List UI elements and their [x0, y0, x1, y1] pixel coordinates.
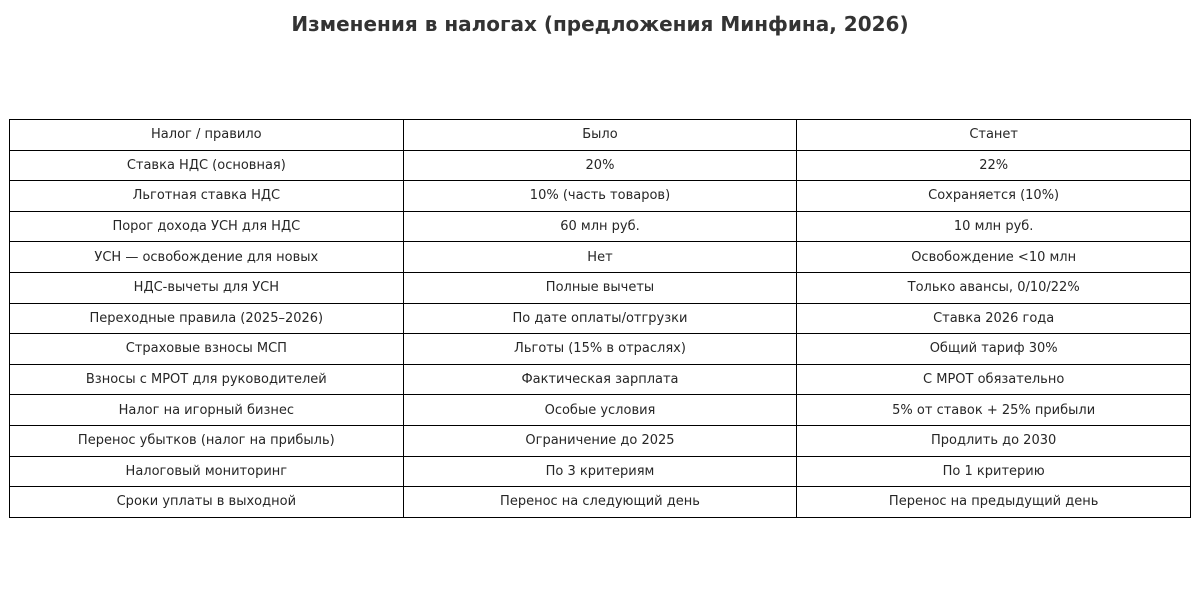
table-row: [10, 456, 1191, 487]
table-row: [10, 181, 1191, 212]
table-cell: Взносы с МРОТ для руководителей: [10, 364, 404, 395]
table-row: [10, 242, 1191, 273]
table-row: [10, 487, 1191, 518]
table-cell: По 1 критерию: [797, 456, 1191, 487]
table-row: [10, 150, 1191, 181]
table-cell: 20%: [403, 150, 797, 181]
column-header: Станет: [797, 120, 1191, 151]
table-cell: Налоговый мониторинг: [10, 456, 404, 487]
table-cell: НДС-вычеты для УСН: [10, 272, 404, 303]
table-cell: Переходные правила (2025–2026): [10, 303, 404, 334]
table-row: [10, 303, 1191, 334]
table-cell: Освобождение <10 млн: [797, 242, 1191, 273]
table-cell: Ограничение до 2025: [403, 425, 797, 456]
table-cell: Сроки уплаты в выходной: [10, 487, 404, 518]
table-row: [10, 211, 1191, 242]
table-cell: 60 млн руб.: [403, 211, 797, 242]
table-cell: 5% от ставок + 25% прибыли: [797, 395, 1191, 426]
table-cell: Страховые взносы МСП: [10, 334, 404, 365]
table-header-row: [10, 120, 1191, 151]
table-cell: С МРОТ обязательно: [797, 364, 1191, 395]
tax-changes-table-container: [9, 119, 1191, 518]
table-cell: Только авансы, 0/10/22%: [797, 272, 1191, 303]
table-cell: По 3 критериям: [403, 456, 797, 487]
table-cell: Перенос на следующий день: [403, 487, 797, 518]
table-cell: По дате оплаты/отгрузки: [403, 303, 797, 334]
table-cell: Общий тариф 30%: [797, 334, 1191, 365]
table-cell: Полные вычеты: [403, 272, 797, 303]
table-row: [10, 272, 1191, 303]
table-cell: Ставка НДС (основная): [10, 150, 404, 181]
table-row: [10, 395, 1191, 426]
table-cell: 22%: [797, 150, 1191, 181]
table-cell: Особые условия: [403, 395, 797, 426]
table-cell: Фактическая зарплата: [403, 364, 797, 395]
table-cell: Продлить до 2030: [797, 425, 1191, 456]
table-row: [10, 334, 1191, 365]
table-cell: Ставка 2026 года: [797, 303, 1191, 334]
table-cell: Льготная ставка НДС: [10, 181, 404, 212]
table-cell: УСН — освобождение для новых: [10, 242, 404, 273]
table-row: [10, 425, 1191, 456]
table-cell: Сохраняется (10%): [797, 181, 1191, 212]
table-cell: Перенос убытков (налог на прибыль): [10, 425, 404, 456]
table-cell: Нет: [403, 242, 797, 273]
column-header: Налог / правило: [10, 120, 404, 151]
table-cell: 10 млн руб.: [797, 211, 1191, 242]
table-cell: Порог дохода УСН для НДС: [10, 211, 404, 242]
table-cell: 10% (часть товаров): [403, 181, 797, 212]
tax-changes-table: [9, 119, 1191, 518]
table-cell: Перенос на предыдущий день: [797, 487, 1191, 518]
table-cell: Льготы (15% в отраслях): [403, 334, 797, 365]
table-body: [10, 150, 1191, 517]
chart-title: Изменения в налогах (предложения Минфина, 2026): [291, 12, 909, 36]
column-header: Было: [403, 120, 797, 151]
table-row: [10, 364, 1191, 395]
table-cell: Налог на игорный бизнес: [10, 395, 404, 426]
